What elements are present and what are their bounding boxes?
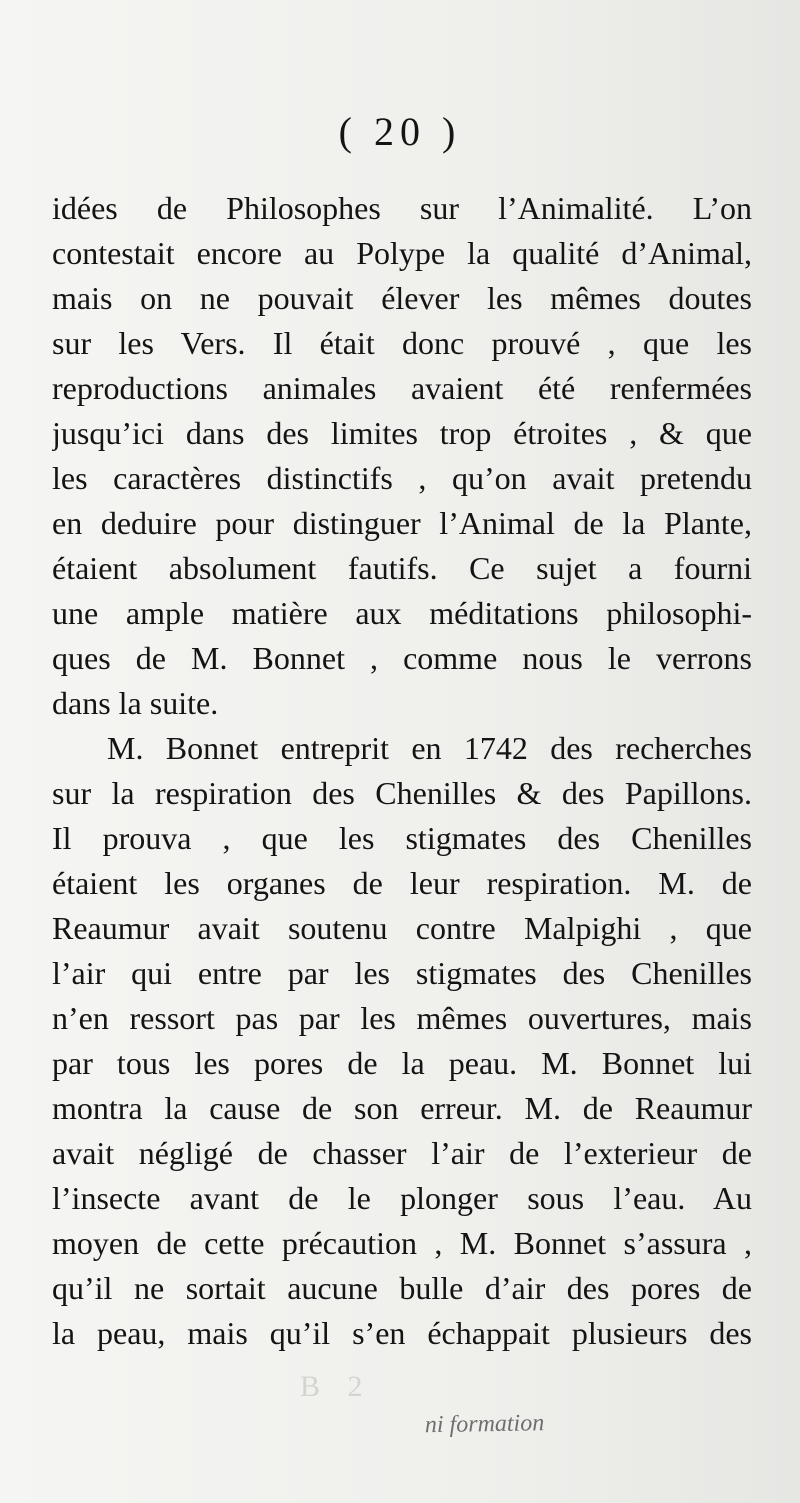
page-number: ( 20 ) [338, 109, 462, 154]
text-line: avait négligé de chasser l’air de l’exterieur de [52, 1135, 752, 1171]
text-line: étaient absolument fautifs. Ce sujet a fourni [52, 550, 752, 586]
text-line: reproductions animales avaient été renfermées [52, 370, 752, 406]
signature-mark: B 2 [300, 1370, 373, 1403]
text-line: dans la suite. [52, 685, 219, 721]
text-line: M. Bonnet entreprit en 1742 des recherches [107, 730, 752, 766]
text-line: une ample matière aux méditations philosophi- [52, 595, 752, 631]
text-line: en deduire pour distinguer l’Animal de la Plante, [52, 505, 752, 541]
text-line: montra la cause de son erreur. M. de Reaumur [52, 1090, 752, 1126]
text-line: étaient les organes de leur respiration. M. de [52, 865, 752, 901]
text-line: moyen de cette précaution , M. Bonnet s’assura , [52, 1225, 752, 1261]
text-line: mais on ne pouvait élever les mêmes doutes [52, 280, 752, 316]
text-line: sur les Vers. Il était donc prouvé , que les [52, 325, 752, 361]
text-line: contestait encore au Polype la qualité d’Animal, [52, 235, 752, 271]
text-line: l’insecte avant de le plonger sous l’eau. Au [52, 1180, 752, 1216]
body-text [52, 186, 752, 1356]
text-line: Il prouva , que les stigmates des Chenilles [52, 820, 752, 856]
text-line: les caractères distinctifs , qu’on avait pretendu [52, 460, 752, 496]
text-line: sur la respiration des Chenilles & des Papillons. [52, 775, 752, 811]
text-line: la peau, mais qu’il s’en échappait plusieurs des [52, 1315, 752, 1351]
text-line: n’en ressort pas par les mêmes ouvertures, mais [52, 1000, 752, 1036]
text-line: Reaumur avait soutenu contre Malpighi , que [52, 910, 752, 946]
text-line: l’air qui entre par les stigmates des Chenilles [52, 955, 752, 991]
handwritten-note: ni formation [424, 1410, 545, 1439]
text-line: par tous les pores de la peau. M. Bonnet lui [52, 1045, 752, 1081]
text-line: jusqu’ici dans des limites trop étroites , & que [52, 415, 752, 451]
text-line: ques de M. Bonnet , comme nous le verrons [52, 640, 752, 676]
text-line: idées de Philosophes sur l’Animalité. L’on [52, 190, 752, 226]
text-line: qu’il ne sortait aucune bulle d’air des pores de [52, 1270, 752, 1306]
